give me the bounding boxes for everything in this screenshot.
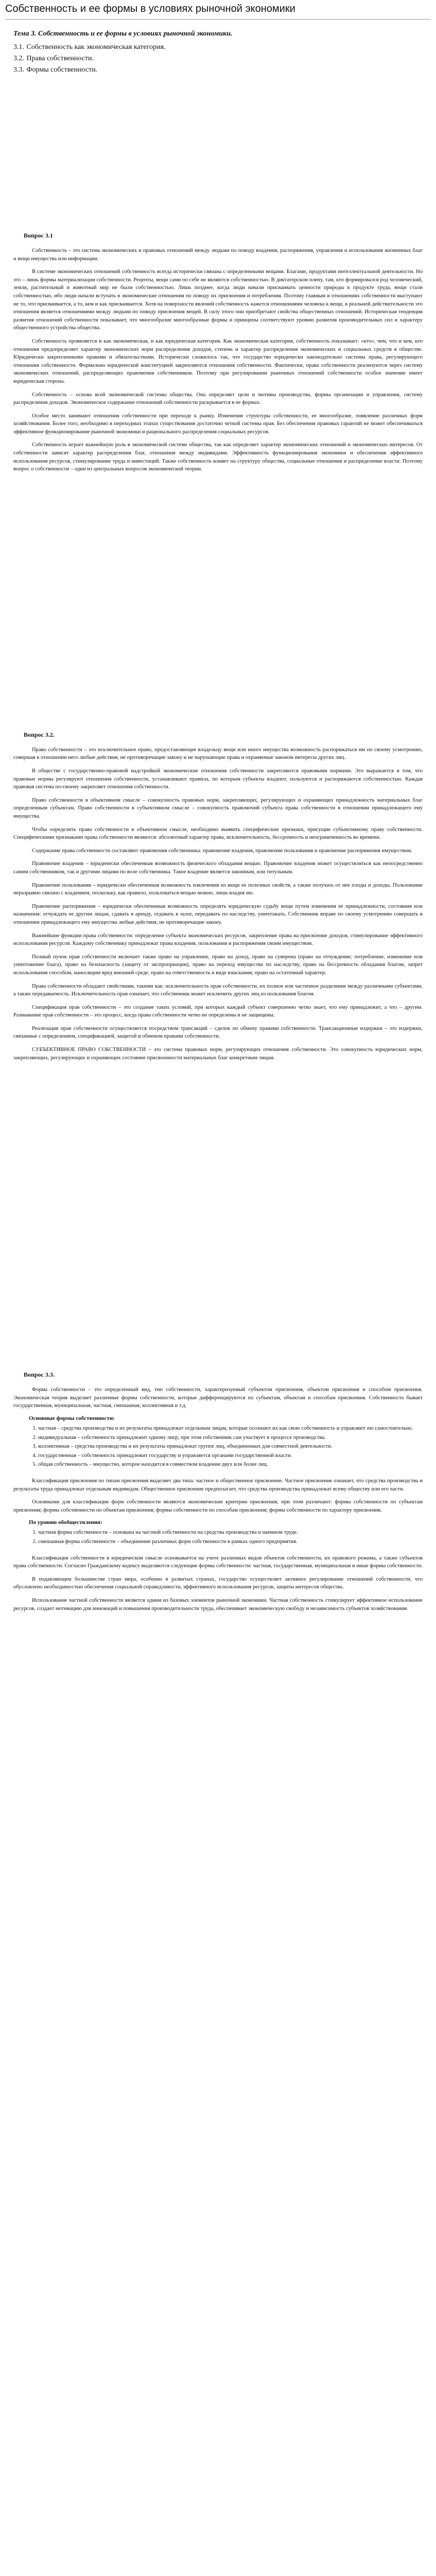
section-heading-3-1: Вопрос 3.1 (24, 232, 53, 239)
spacer (13, 1165, 423, 1216)
spacer (13, 263, 423, 268)
toc-item-label: Собственность как экономическая категория. (26, 43, 166, 51)
spacer (13, 1591, 423, 1597)
spacer (13, 1020, 423, 1025)
spacer (13, 77, 423, 129)
spacer (13, 897, 423, 903)
paragraph: Основными для классификации форм собственности являются экономические критерии присвоения, при этом различают: формы собственности по субъектам присвоения; формы собственности по объектам присвоения; формы собственности по способам присвоения; формы собственности по характеру присвоения. (13, 1499, 423, 1513)
paragraph: Правомочие распоряжения – юридически обеспеченная возможность определять юридическую судьбу вещи путем изменения ее принадлежности, состояния или назначения: отчуждать ее другим лицам, сдавать в аренду, отдавать в залог, передавать по наследству, уничтожать. Собственник вправе по своему усмотрению совершать в отношении принадлежащего ему имущества любые действия, не противоречащие закону. (13, 903, 423, 925)
spacer (13, 948, 423, 953)
paragraph: Реализация прав собственности осуществляется посредством трансакций – сделок по обмену правами собственности. Трансакционные издержки – это издержки, связанные с определением, спецификацией, защитой и обменом правами собственности. (13, 1025, 423, 1040)
paragraph: Право собственности в объективном смысле – совокупность правовых норм, закрепляющих, регулирующих и охраняющих принадлежность материальных благ определенным субъектам. Право собственности в субъективном смысле – совокупность правомочий субъекта права собственности в отношении принадлежащего ему имущества. (13, 797, 423, 819)
spacer (13, 1062, 423, 1113)
spacer (13, 680, 423, 731)
spacer (13, 927, 423, 932)
spacer (13, 525, 423, 577)
basic-forms-list (13, 1425, 423, 1469)
paragraph: Форма собственности – это определенный вид, тип собственности, характеризуемый субъектом присвоения, объектом присвоения и способом присвоения. Экономическая теория выделяет различные формы собственности, которые дифференцируются по субъектам, объектам и способам присвоения. Собственность бывает государственная, муниципальная, частная, смешанная, коллективная и т.д. (13, 1387, 423, 1409)
list-item: 2. индивидуальная – собственность принадлежит одному лицу, при этом собственник сам участвует в процессе производства. (38, 1434, 423, 1442)
spacer (13, 386, 423, 391)
title-divider (5, 19, 431, 20)
toc-item (13, 43, 423, 52)
list-item: 4. государственная – собственность принадлежит государству и управляется органами государственной власти. (38, 1452, 423, 1460)
spacer (13, 577, 423, 628)
toc-item-label: Права собственности. (26, 55, 94, 62)
page-title: Собственность и ее формы в условиях рыночной экономики (5, 3, 295, 14)
spacer (13, 1472, 423, 1477)
toc-item-label: Формы собственности. (26, 66, 98, 74)
list-item: 3. коллективная – средства производства и их результаты принадлежат группе лиц, объединенных для совместной деятельности. (38, 1443, 423, 1451)
spacer (13, 1041, 423, 1046)
spacer (13, 998, 423, 1004)
paragraph: Спецификация прав собственности – это создание таких условий, при которых каждый субъект совершенно четко знает, что ему принадлежит, а что – другим. Размывание прав собственности – это процесс, когда права собственности четко не определены и не защищены. (13, 1004, 423, 1019)
section-heading-3-3: Вопрос 3.3. (24, 1371, 55, 1379)
spacer (13, 1268, 423, 1319)
spacer (13, 876, 423, 882)
document-content (0, 23, 436, 1613)
toc-item-number: 3.3. (13, 66, 24, 74)
spacer (13, 1493, 423, 1498)
paragraph: Собственность проявляется и как экономическая, и как юридическая категория. Как экономическая категория, собственность показывает: «кто», чем, что и кем, кто отношения предопределяет характер экономических норм распределения доходов, степень и характер распределения экономических и социальных средств в обществе. Юридически закрепленными правами и обязательствами. Исторически сложилось так, что государство юридически законодательно системы права, регулирующего отношения собственности. Формально юридической конституцией закрепляются отношения собственности. Фактически, права собственности реализуются через систему экономических отношений, распределяющих правомочия собственников. Поэтому при регулировании рыночных отношений собственности особое значение имеет юридическая сторона. (13, 338, 423, 384)
spacer (13, 628, 423, 680)
spacer (13, 977, 423, 982)
spacer (13, 1216, 423, 1268)
spacer (13, 842, 423, 847)
spacer (13, 473, 423, 525)
paragraph: Классификация присвоения по типам присвоения выделяет два типа: частное и общественное присвоение. Частное присвоение означает, что средства производства и результаты труда принадлежат отдельным индивидам. Общественное присвоение предполагает, что средства производства принадлежат всему обществу или его части. (13, 1478, 423, 1492)
list-item: 1. частная – средства производства и их результаты принадлежат отдельным лицам, которые осознают их как свою собственность и управляют ею самостоятельно. (38, 1425, 423, 1433)
paragraph: Права собственности обладают свойствами, такими как: исключительность прав собственности, их полное или частичное разделение между различными субъектами, а также передаваемость. Исключительность прав означает, что собственник может исключить других лиц из пользования благом. (13, 983, 423, 997)
list-item: 2. смешанная форма собственности – объединение различных форм собственности в рамках одного предприятия. (38, 1538, 423, 1546)
toc-item (13, 66, 423, 74)
spacer (13, 1319, 423, 1371)
basic-forms-heading: Основные формы собственности: (29, 1415, 115, 1422)
paragraph: Содержание права собственности составляют правомочия собственника: правомочие владения, правомочие пользования и правомочие распоряжения имуществом. (32, 848, 412, 854)
spacer (13, 791, 423, 796)
paragraph: Собственность – это система экономических и правовых отношений между людьми по поводу владения, распоряжения, управления и использования жизненных благ и вещи имущества или информации. (13, 248, 423, 262)
paragraph: Использование частной собственности является одним из базовых элементов рыночной экономики. Частная собственность стимулирует эффективное использование ресурсов, создает мотивацию для инноваций и повышения производительности труда, обеспечивает экономическую свободу и независимость субъектов хозяйствования. (13, 1597, 423, 1612)
toc-item-number: 3.1. (13, 43, 24, 51)
paragraph: Классификация собственности в юридическом смысле основывается на учете различных видов объектов собственности, их правового режима, а также субъектов права собственности. Согласно Гражданскому кодексу выделяются следующие формы собственности: частная, государственная, муниципальная и иные формы собственности. (13, 1555, 423, 1569)
list-item: 5. общая собственность – имущество, которое находится в совместном владении двух или более лиц. (38, 1461, 423, 1469)
toc-item (13, 55, 423, 63)
paragraph: Собственность играет важнейшую роль в экономической системе общества, так как определяет характер экономических отношений и экономических интересов. От собственности зависят характер распределения благ, отношения между индивидами. Эффективность функционирования экономики и обеспечения эффективного использования ресурсов, стимулирование труда и инвестиций. Также собственность влияет на структуру общества, социальные отношения и распределение власти. Поэтому вопрос о собственности – один из центральных вопросов экономической теории. (13, 442, 423, 472)
paragraph: В системе экономических отношений собственность всегда исторически связана с определенными вещами. Благами, продуктами интеллектуальной деятельности. Но это – лишь формы материализации собственности. Рецепты, вещи сами по себе не являются собственностью. В диктаторском плену, там, кто формировался род человеческий, земля, растительный и животный мир не были собственностью. Лишь позднее, когда люди начали присваивать ценности природы в продукте труда, вещи стали собственностью, ибо люди начали вступать в экономические отношения по поводу их присвоения и потребления. Поэтому главным в отношениях собственности выступают не то, что присваивается, а то, кем и как присваивается. Хотя на поверхности явлений собственность кажется отношениями человека к вещи, в реальной действительности это отношения является отношениями между людьми по поводу присвоения вещей. В силу этого они приобретают свойства общественных отношений. Историческая тенденция развития отношений собственности показывает, что многообразие многообразные формы и принципы соответствуют уровню развития производительных сил и характеру общественного устройства общества. (13, 269, 423, 331)
paragraph: Особое место занимают отношения собственности при переходе к рынку. Изменение структуры собственности, ее многообразие, появление различных форм хозяйствования. Более того, необходимо в переходных этапах существования достаточно четкой системы прав. Без обеспечения правовых гарантий не может обеспечиваться эффективное функционирование рыночной экономики и рационального распределения социальных ресурсов. (13, 413, 423, 435)
spacer (13, 1570, 423, 1575)
paragraph: В подавляющем большинстве стран мира, особенно в развитых странах, государство осуществляет активное регулирование отношений собственности, что обусловлено необходимостью обеспечения социальной справедливости, эффективного использования ресурсов, защиты интересов общества. (13, 1576, 423, 1590)
paragraph: Правомочие пользования – юридически обеспеченная возможность извлечения из вещи ее полезных свойств, а также получать от нее плоды и доходы. Пользование неразрывно связано с владением, поскольку, как правило, пользоваться вещью можно, лишь владея ею. (13, 882, 423, 896)
theme-heading: Тема 3. Собственность и ее формы в условиях рыночной экономики. (13, 30, 233, 38)
title-bar (0, 0, 436, 23)
table-of-contents (13, 43, 423, 74)
spacer (13, 180, 423, 232)
paragraph: Собственность – основа всей экономической системы общества. Она определяет цели и мотивы производства, формы организации и управления, систему распределения доходов. Экономическое содержание отношений собственности раскрывается в ее формах. (13, 392, 423, 406)
spacer (13, 1113, 423, 1165)
list-item: 1. частная форма собственности – основана на частной собственности на средства производства и наемном труде. (38, 1529, 423, 1537)
spacer (13, 1549, 423, 1554)
section-heading-3-2: Вопрос 3.2. (24, 731, 55, 738)
paragraph: Чтобы определить права собственности в объективном смысле, необходимо выявить специфические признаки, присущие субъективному праву собственности. Специфическими признаками права собственности являются: абсолютный характер права, исключительность, бессрочность и неограниченность во времени. (13, 826, 423, 841)
spacer (13, 821, 423, 826)
spacer (13, 762, 423, 767)
paragraph: Правомочие владения – юридически обеспеченная возможность физического обладания вещью. Правомочие владения может осуществляться как непосредственно самим собственником, так и другими лицами по воле собственника. Такое владение является законным, или титульным. (13, 861, 423, 875)
types-heading: По уровню обобществления: (29, 1519, 102, 1526)
spacer (13, 436, 423, 441)
paragraph: Важнейшие функции права собственности: определение субъекта экономических ресурсов, закрепление права на присвоение доходов, стимулирование эффективного использования ресурсов. Каждому собственнику принадлежат права владения, пользования и распоряжения своим имуществом. (13, 933, 423, 947)
spacer (13, 332, 423, 337)
spacer (13, 129, 423, 180)
paragraph: Право собственности – это исключительное право, предоставляющее владельцу вещи или иного имущества возможность распоряжаться им по своему усмотрению, совершая в отношении него любые действия, не противоречащие закону и не нарушающие права и охраняемые законом интересы других лиц. (13, 747, 423, 761)
paragraph: СУБЪЕКТИВНОЕ ПРАВО СОБСТВЕННОСТИ – это система правовых норм, регулирующих отношения собственности. Это совокупность юридических норм, закрепляющих, регулирующих и охраняющих состояние присвоенности материальных благ конкретным лицам. (13, 1047, 423, 1061)
types-list (13, 1529, 423, 1546)
paragraph: В обществе с государственно-правовой надстройкой экономические отношения собственности закрепляются правовыми нормами. Это выражается в том, что правовые нормы регулируют отношения собственности, устанавливают правила, по которым субъекты владеют, пользуются и распоряжаются собственностью. Каждая правовая система по-своему закрепляет отношения собственности. (13, 768, 423, 790)
spacer (13, 855, 423, 860)
toc-item-number: 3.2. (13, 55, 24, 62)
paragraph: Полный пучок прав собственности включает также право на управление, право на доход, право на суверена (право на отчуждение, потребление, изменение или уничтожение блага), право на безопасность (защиту от экспроприации), право на переход имущества по наследству, право на бессрочность обладания благом, запрет использования способом, наносящим вред внешней среде, право на ответственность в виде взыскания, право на остаточный характер. (13, 954, 423, 976)
spacer (13, 407, 423, 412)
